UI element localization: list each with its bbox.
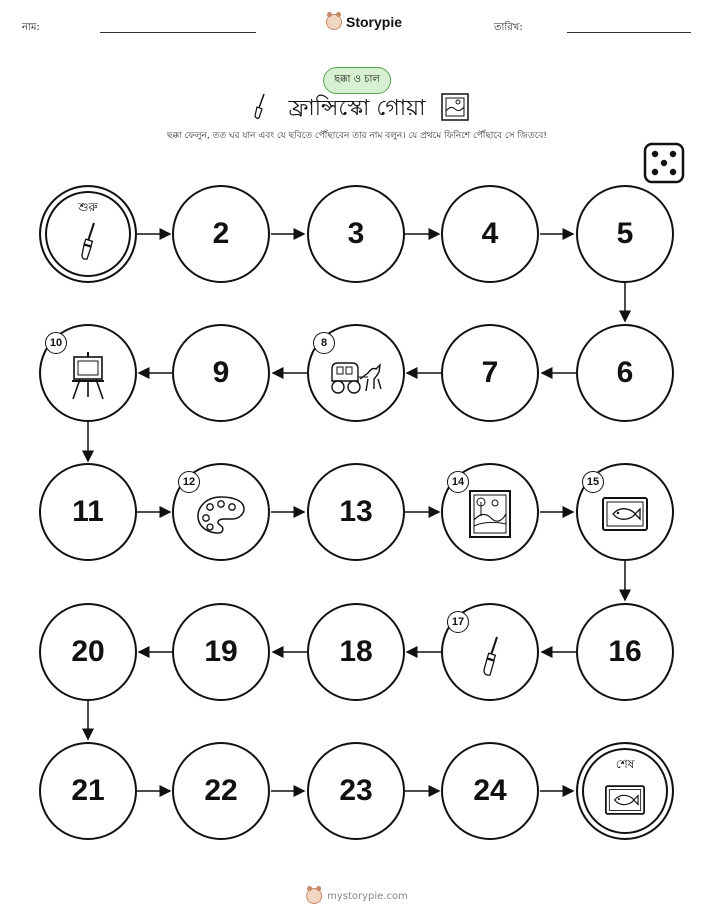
brand-text: Storypie (346, 14, 403, 30)
bear-logo-icon (306, 888, 322, 904)
cell-22: 22 (172, 742, 270, 840)
cell-9: 9 (172, 324, 270, 422)
instructions: ছক্কা ফেলুন, তত ঘর যান এবং যে ছবিতে পৌঁছাবেন তার নাম বলুন। যে প্রথমে ফিনিশে পৌঁছাবে সে জিতবে! (167, 131, 547, 141)
cell-start (39, 185, 137, 283)
cell-23: 23 (307, 742, 405, 840)
cell-17 (441, 603, 539, 701)
page-title: ফ্রান্সিস্কো গোয়া (288, 96, 426, 121)
cell-8 (307, 324, 405, 422)
cell-badge-15: 15 (582, 471, 604, 493)
cell-11: 11 (39, 463, 137, 561)
cell-14 (441, 463, 539, 561)
cell-badge-14: 14 (447, 471, 469, 493)
start-label: শুরু (78, 200, 98, 214)
palette-icon (196, 495, 246, 535)
landscape-painting-icon (469, 490, 511, 538)
fish-painting-icon (605, 785, 645, 815)
cell-21: 21 (39, 742, 137, 840)
cell-12 (172, 463, 270, 561)
footer (306, 888, 408, 904)
cell-13: 13 (307, 463, 405, 561)
cell-19: 19 (172, 603, 270, 701)
cell-4: 4 (441, 185, 539, 283)
cell-10 (39, 324, 137, 422)
cell-5: 5 (576, 185, 674, 283)
cell-badge-12: 12 (178, 471, 200, 493)
cell-6: 6 (576, 324, 674, 422)
cell-18: 18 (307, 603, 405, 701)
cell-15 (576, 463, 674, 561)
name-label: নাম: (22, 22, 40, 33)
cell-20: 20 (39, 603, 137, 701)
cell-24: 24 (441, 742, 539, 840)
paintbrush-icon (76, 221, 100, 261)
end-label: শেষ (615, 757, 635, 771)
game-type-tag: ছক্কা ও চাল (323, 67, 391, 94)
cell-7: 7 (441, 324, 539, 422)
easel-icon (68, 351, 108, 401)
cell-badge-10: 10 (45, 332, 67, 354)
carriage-icon (326, 359, 386, 395)
paintbrush-icon (478, 635, 502, 677)
cell-badge-17: 17 (447, 611, 469, 633)
cell-end (576, 742, 674, 840)
footer-url[interactable]: mystorypie.com (327, 890, 408, 902)
cell-16: 16 (576, 603, 674, 701)
fish-painting-icon (602, 497, 648, 531)
cell-2: 2 (172, 185, 270, 283)
cell-3: 3 (307, 185, 405, 283)
date-label: তারিখ: (494, 22, 523, 33)
cell-badge-8: 8 (313, 332, 335, 354)
